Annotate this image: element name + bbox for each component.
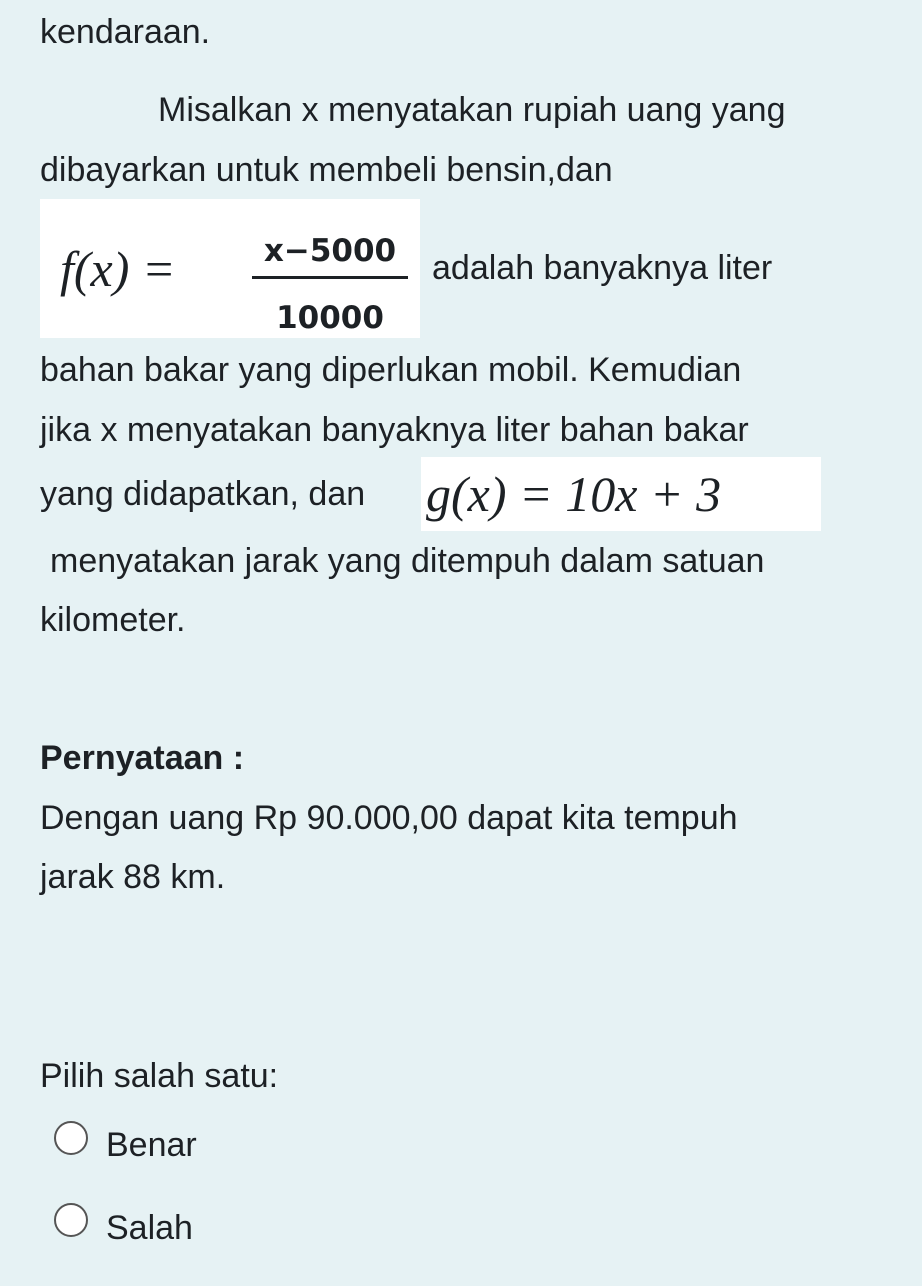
question-line: yang didapatkan, dan — [40, 475, 366, 513]
answer-prompt: Pilih salah satu: — [40, 1057, 279, 1095]
statement-heading: Pernyataan : — [40, 739, 245, 777]
question-line: adalah banyaknya liter — [432, 249, 773, 287]
radio-salah[interactable] — [54, 1203, 88, 1237]
question-line: jika x menyatakan banyaknya liter bahan bakar — [40, 411, 749, 449]
radio-benar[interactable] — [54, 1121, 88, 1155]
formula-f-denominator: 10000 — [276, 300, 384, 336]
question-line: kilometer. — [40, 601, 186, 639]
question-line: Misalkan x menyatakan rupiah uang yang — [158, 91, 786, 129]
option-label-salah[interactable]: Salah — [106, 1209, 193, 1247]
formula-f-numerator: x−5000 — [263, 233, 397, 269]
question-line: menyatakan jarak yang ditempuh dalam satuan — [50, 542, 765, 580]
statement-line: Dengan uang Rp 90.000,00 dapat kita tempuh — [40, 799, 738, 837]
option-label-benar[interactable]: Benar — [106, 1126, 197, 1164]
question-line: bahan bakar yang diperlukan mobil. Kemudian — [40, 351, 742, 389]
statement-line: jarak 88 km. — [40, 858, 226, 896]
question-line: dibayarkan untuk membeli bensin,dan — [40, 151, 613, 189]
formula-g: g(x) = 10x + 3 — [426, 466, 722, 522]
fraction-bar — [252, 276, 408, 279]
formula-f-image — [40, 199, 420, 338]
formula-g-image — [421, 457, 821, 531]
formula-f-lhs: f(x) = — [60, 241, 176, 297]
question-line: kendaraan. — [40, 13, 211, 51]
